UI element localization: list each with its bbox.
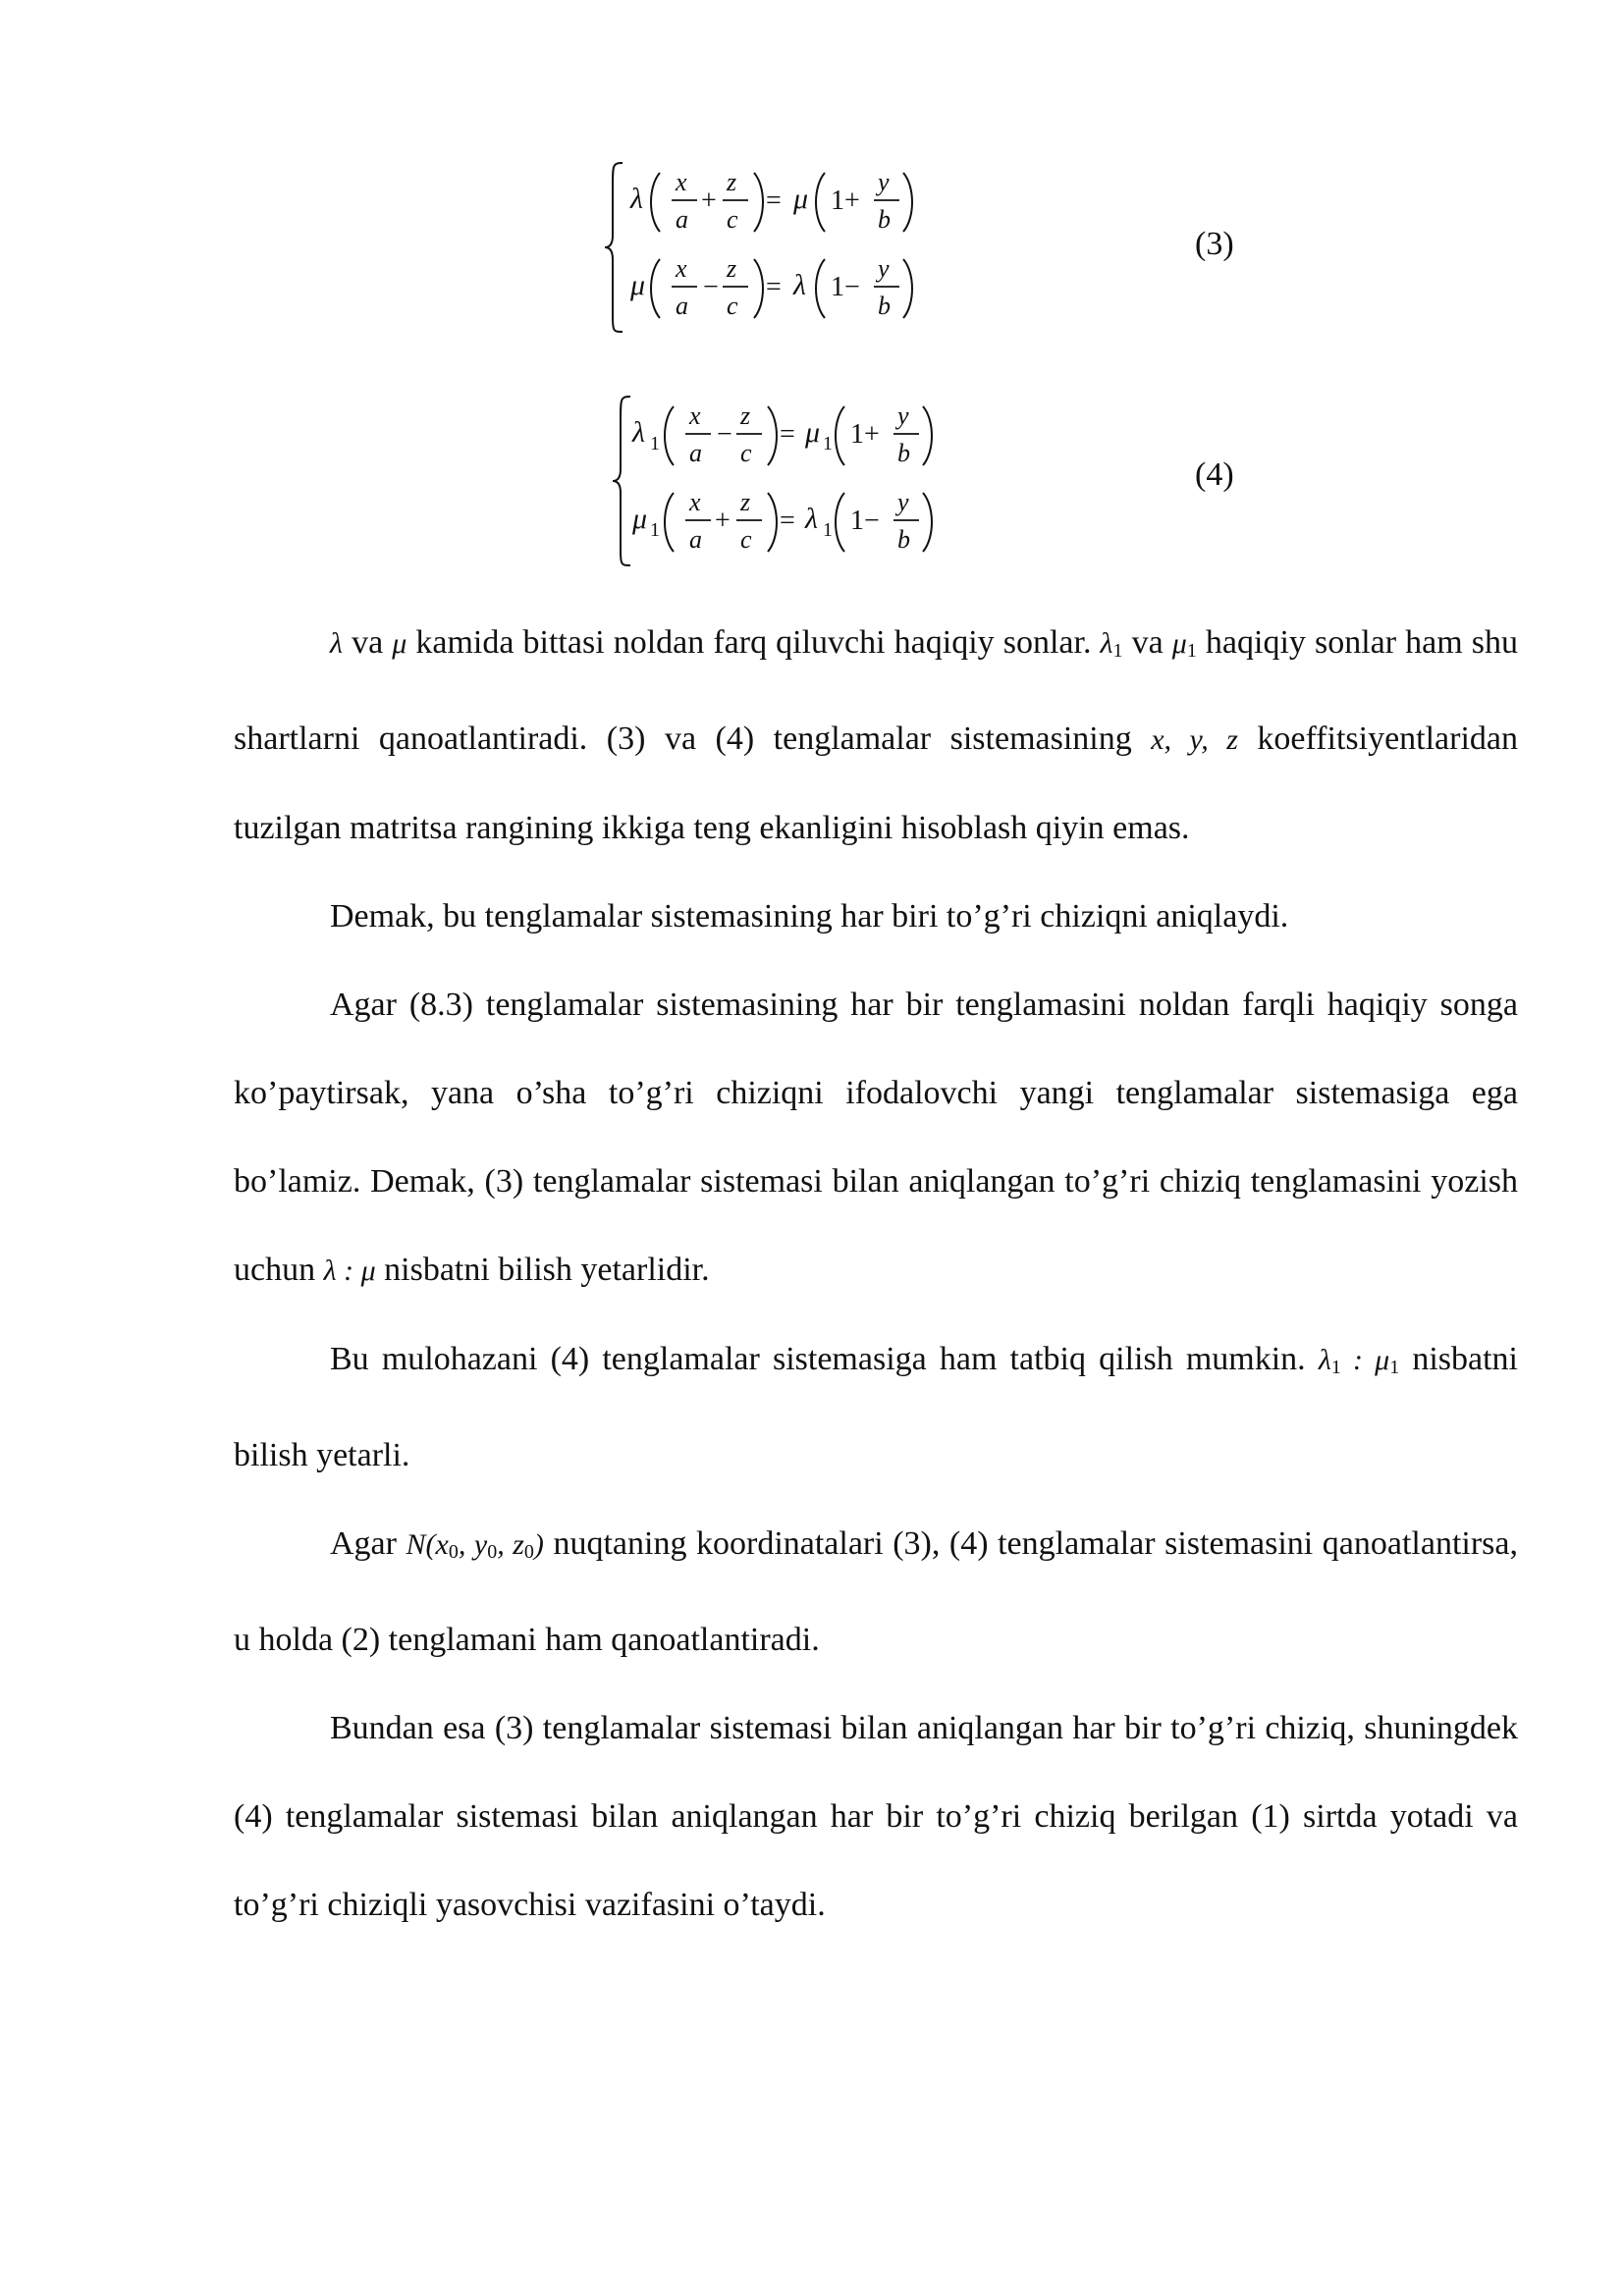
svg-text:μ: μ	[805, 416, 821, 449]
svg-text:μ: μ	[793, 183, 809, 215]
svg-text:b: b	[897, 439, 910, 467]
math-ratio1: $\lambda_1$ : $\mu_1$	[1318, 1344, 1400, 1378]
svg-text:b: b	[897, 525, 910, 554]
svg-text:=: =	[780, 506, 795, 536]
svg-text:y: y	[878, 254, 890, 283]
math-point-n: $N(x_0$, $y_0$, $z_0$)	[406, 1528, 544, 1563]
p3-text-b: nisbatni bilish yetarlidir.	[384, 1252, 710, 1288]
svg-text:λ: λ	[805, 503, 818, 535]
svg-text:x: x	[676, 168, 687, 196]
svg-text:1: 1	[650, 519, 660, 541]
body-text	[234, 599, 1518, 1949]
svg-text:1: 1	[823, 519, 833, 541]
svg-text:z: z	[740, 401, 751, 430]
svg-text:1: 1	[650, 433, 660, 454]
svg-text:a: a	[689, 525, 702, 554]
svg-text:−: −	[717, 419, 732, 450]
svg-text:c: c	[740, 525, 752, 554]
svg-text:c: c	[727, 292, 738, 320]
equation-system-3	[609, 157, 923, 339]
svg-text:b: b	[878, 292, 891, 320]
svg-text:y: y	[897, 488, 909, 516]
svg-text:a: a	[676, 205, 688, 234]
p1-text-b: kamida bittasi noldan farq qiluvchi haqiqiy sonlar.	[415, 624, 1092, 661]
svg-text:μ: μ	[630, 269, 646, 301]
svg-text:λ: λ	[793, 269, 806, 301]
paragraph-2: Demak, bu tenglamalar sistemasining har biri to’g’ri chiziqni aniqlaydi.	[330, 898, 1289, 934]
equation-4-graphic	[617, 391, 950, 572]
p3-text-a: Agar (8.3) tenglamalar sistemasining har bir tenglamasini noldan farqli haqiqiy songa ko’paytirsak, yana o’sha to’g’ri chiziqni ifodalovchi yangi tenglamalar sistemasiga ega bo’lamiz. Demak, (3) tenglamalar sistemasi bilan aniqlangan to’g’ri chiziq tenglamasini yozish uchun	[234, 987, 1518, 1288]
svg-text:z: z	[727, 254, 737, 283]
svg-text:1−: 1−	[831, 272, 860, 302]
equation-system-4	[617, 391, 950, 572]
svg-text:1+: 1+	[831, 186, 860, 216]
math-ratio: λ : μ	[323, 1255, 376, 1287]
svg-text:−: −	[703, 272, 719, 302]
p4-text-a: Bu mulohazani (4) tenglamalar sistemasiga ham tatbiq qilish mumkin.	[330, 1341, 1306, 1377]
svg-text:μ: μ	[632, 503, 648, 535]
svg-text:b: b	[878, 205, 891, 234]
svg-text:1+: 1+	[850, 419, 880, 450]
svg-text:λ: λ	[630, 183, 643, 215]
paragraph-5	[234, 1500, 1518, 1684]
svg-text:+: +	[701, 186, 717, 216]
paragraph-3	[234, 961, 1518, 1315]
math-lambda: λ	[330, 627, 343, 660]
math-xyz: x, y, z	[1151, 723, 1238, 756]
svg-text:z: z	[727, 168, 737, 196]
svg-text:y: y	[878, 168, 890, 196]
p4-text-b: nisbatni bilish yetarli.	[234, 1341, 1519, 1473]
svg-text:=: =	[766, 272, 782, 302]
svg-text:y: y	[897, 401, 909, 430]
svg-text:x: x	[689, 401, 701, 430]
p5-text-a: Agar	[330, 1525, 397, 1562]
math-lambda1: $\lambda_1$	[1100, 627, 1123, 662]
svg-text:+: +	[715, 506, 731, 536]
svg-text:z: z	[740, 488, 751, 516]
svg-text:a: a	[689, 439, 702, 467]
svg-text:1−: 1−	[850, 506, 880, 536]
p1-text-c: va	[1131, 624, 1164, 661]
paragraph-6: Bundan esa (3) tenglamalar sistemasi bilan aniqlangan har bir to’g’ri chiziq, shuningdek (4) tenglamalar sistemasi bilan aniqlangan har bir to’g’ri chiziq berilgan (1) sirtda yotadi va to’g’ri chiziqli yasovchisi vazifasini o’taydi.	[234, 1710, 1518, 1923]
svg-text:=: =	[766, 186, 782, 216]
equation-3-number: (3)	[1195, 226, 1234, 262]
svg-text:1: 1	[823, 433, 833, 454]
equation-3-graphic	[609, 157, 923, 339]
svg-text:c: c	[740, 439, 752, 467]
p1-text-d: haqiqiy sonlar ham shu shartlarni qanoatlantiradi. (3) va (4) tenglamalar sistemasining	[234, 624, 1518, 757]
p1-text-a: va	[352, 624, 384, 661]
math-mu1: $\mu_1$	[1171, 627, 1197, 662]
p1-text-e: koeffitsiyentlaridan tuzilgan matritsa rangining ikkiga teng ekanligini hisoblash qiyin emas.	[234, 721, 1518, 846]
svg-text:x: x	[689, 488, 701, 516]
math-mu: μ	[392, 627, 407, 660]
paragraph-1	[234, 599, 1518, 873]
svg-text:a: a	[676, 292, 688, 320]
svg-text:c: c	[727, 205, 738, 234]
equation-4-number: (4)	[1195, 456, 1234, 493]
paragraph-4	[234, 1315, 1518, 1500]
svg-text:λ: λ	[632, 416, 645, 449]
svg-text:x: x	[676, 254, 687, 283]
svg-text:=: =	[780, 419, 795, 450]
p5-text-b: nuqtaning koordinatalari (3), (4) tenglamalar sistemasini qanoatlantirsa, u holda (2) tenglamani ham qanoatlantiradi.	[234, 1525, 1518, 1658]
